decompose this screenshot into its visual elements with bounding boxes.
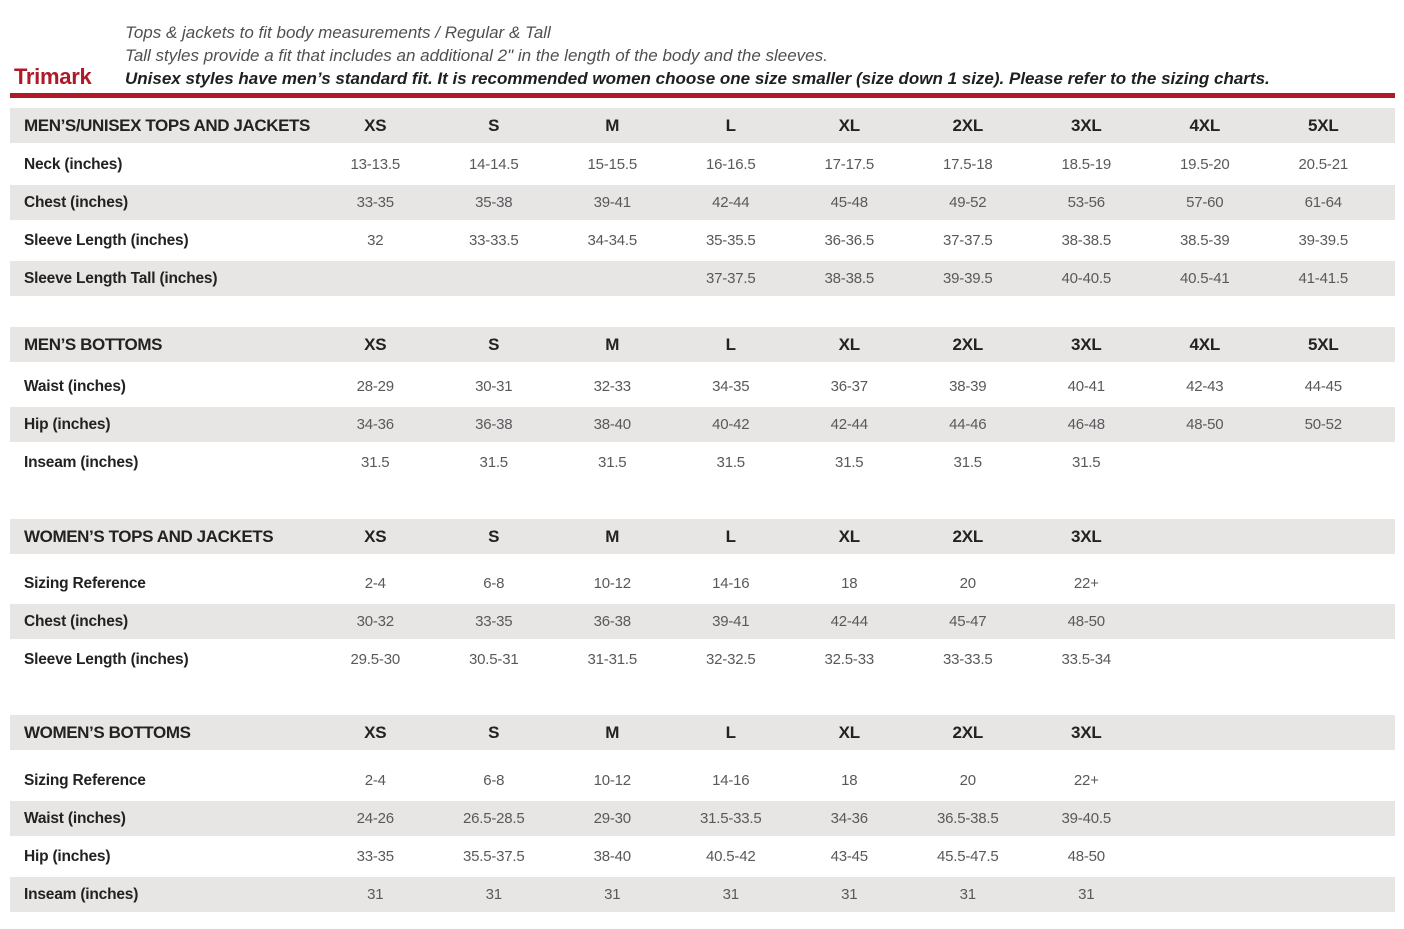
measurement-value: 34-35 <box>712 378 750 395</box>
table-row <box>10 642 1395 677</box>
measurement-value: 45-48 <box>830 194 868 211</box>
row-label: Chest (inches) <box>24 193 128 211</box>
measurement-value: 31 <box>485 886 502 903</box>
row-label: Sizing Reference <box>24 574 146 592</box>
size-column-header: M <box>605 334 620 354</box>
measurement-value: 6-8 <box>483 575 505 592</box>
size-column-header: XL <box>838 722 860 742</box>
measurement-value: 38-40 <box>593 848 631 865</box>
measurement-value: 6-8 <box>483 772 505 789</box>
size-column-header: XS <box>364 526 387 546</box>
measurement-value: 32.5-33 <box>824 651 874 668</box>
size-column-header: S <box>488 115 500 135</box>
measurement-value: 22+ <box>1073 575 1099 592</box>
measurement-value: 39-39.5 <box>1298 232 1348 249</box>
measurement-value: 61-64 <box>1304 194 1342 211</box>
size-column-header: L <box>725 115 736 135</box>
red-divider-rule <box>10 93 1395 98</box>
measurement-value: 32-32.5 <box>706 651 756 668</box>
measurement-value: 48-50 <box>1186 416 1224 433</box>
table-row <box>10 407 1395 442</box>
measurement-value: 33-33.5 <box>943 651 993 668</box>
measurement-value: 19.5-20 <box>1180 156 1230 173</box>
table-header-row <box>10 327 1395 362</box>
table-title: WOMEN’S BOTTOMS <box>24 722 191 742</box>
measurement-value: 45.5-47.5 <box>936 848 999 865</box>
table-row <box>10 839 1395 874</box>
measurement-value: 32 <box>367 232 384 249</box>
measurement-value: 38-38.5 <box>1061 232 1111 249</box>
size-column-header: M <box>605 115 620 135</box>
row-label: Inseam (inches) <box>24 885 139 903</box>
size-column-header: XS <box>364 722 387 742</box>
measurement-value: 31.5 <box>716 454 745 471</box>
measurement-value: 36-38 <box>593 613 631 630</box>
table-header-row <box>10 108 1395 143</box>
measurement-value: 34-36 <box>356 416 394 433</box>
size-column-header: L <box>725 526 736 546</box>
measurement-value: 17.5-18 <box>943 156 993 173</box>
brand-logo: Trimark <box>14 64 92 89</box>
measurement-value: 33-33.5 <box>469 232 519 249</box>
measurement-value: 43-45 <box>830 848 868 865</box>
table-row <box>10 445 1395 480</box>
measurement-value: 38-40 <box>593 416 631 433</box>
measurement-value: 42-44 <box>830 416 868 433</box>
row-label: Hip (inches) <box>24 847 111 865</box>
measurement-value: 48-50 <box>1067 613 1105 630</box>
measurement-value: 31.5 <box>1072 454 1101 471</box>
measurement-value: 49-52 <box>949 194 987 211</box>
measurement-value: 10-12 <box>593 575 631 592</box>
size-column-header: M <box>605 722 620 742</box>
size-column-header: XL <box>838 334 860 354</box>
table-womens-tops-jackets <box>10 519 1395 680</box>
measurement-value: 31.5 <box>361 454 390 471</box>
intro-line-3: Unisex styles have men’s standard fit. It is recommended women choose one size smaller (size down 1 size). Please refer to the sizing charts. <box>125 69 1270 88</box>
size-column-header: 2XL <box>952 722 984 742</box>
size-column-header: 2XL <box>952 526 984 546</box>
measurement-value: 30-32 <box>356 613 394 630</box>
row-label: Sleeve Length (inches) <box>24 650 189 668</box>
measurement-value: 33.5-34 <box>1061 651 1111 668</box>
measurement-value: 31.5 <box>598 454 627 471</box>
table-row <box>10 566 1395 601</box>
measurement-value: 22+ <box>1073 772 1099 789</box>
size-column-header: L <box>725 722 736 742</box>
measurement-value: 35.5-37.5 <box>462 848 525 865</box>
measurement-value: 40.5-42 <box>706 848 756 865</box>
size-column-header: S <box>488 526 500 546</box>
table-row <box>10 801 1395 836</box>
table-row <box>10 147 1395 182</box>
size-column-header: L <box>725 334 736 354</box>
measurement-value: 14-14.5 <box>469 156 519 173</box>
measurement-value: 36-36.5 <box>824 232 874 249</box>
table-header-row <box>10 715 1395 750</box>
measurement-value: 31 <box>367 886 384 903</box>
table-row <box>10 604 1395 639</box>
measurement-value: 36-37 <box>830 378 868 395</box>
measurement-value: 24-26 <box>356 810 394 827</box>
table-womens-bottoms <box>10 715 1395 915</box>
measurement-value: 34-36 <box>830 810 868 827</box>
measurement-value: 38-39 <box>949 378 987 395</box>
measurement-value: 31.5 <box>479 454 508 471</box>
row-label: Sleeve Length (inches) <box>24 231 189 249</box>
measurement-value: 29.5-30 <box>350 651 400 668</box>
measurement-value: 31.5 <box>835 454 864 471</box>
measurement-value: 35-38 <box>475 194 513 211</box>
measurement-value: 37-37.5 <box>943 232 993 249</box>
measurement-value: 33-35 <box>356 194 394 211</box>
measurement-value: 31 <box>1078 886 1095 903</box>
measurement-value: 20 <box>959 772 976 789</box>
measurement-value: 39-41 <box>712 613 750 630</box>
table-row <box>10 185 1395 220</box>
intro-line-2: Tall styles provide a fit that includes an additional 2" in the length of the body and the sleeves. <box>125 46 828 65</box>
size-column-header: 3XL <box>1070 115 1102 135</box>
measurement-value: 2-4 <box>364 772 386 789</box>
measurement-value: 31 <box>604 886 621 903</box>
row-label: Sizing Reference <box>24 771 146 789</box>
size-column-header: S <box>488 722 500 742</box>
table-header-row <box>10 519 1395 554</box>
measurement-value: 34-34.5 <box>587 232 637 249</box>
measurement-value: 32-33 <box>593 378 631 395</box>
table-title: WOMEN’S TOPS AND JACKETS <box>24 526 274 546</box>
table-mens-bottoms <box>10 327 1395 483</box>
table-mens-unisex-tops-jackets <box>10 108 1395 299</box>
row-label: Neck (inches) <box>24 155 123 173</box>
measurement-value: 17-17.5 <box>824 156 874 173</box>
measurement-value: 20.5-21 <box>1298 156 1348 173</box>
measurement-value: 33-35 <box>475 613 513 630</box>
measurement-value: 40-42 <box>712 416 750 433</box>
measurement-value: 39-41 <box>593 194 631 211</box>
measurement-value: 48-50 <box>1067 848 1105 865</box>
row-label: Sleeve Length Tall (inches) <box>24 269 218 287</box>
measurement-value: 16-16.5 <box>706 156 756 173</box>
table-row <box>10 369 1395 404</box>
row-label: Chest (inches) <box>24 612 128 630</box>
measurement-value: 38.5-39 <box>1180 232 1230 249</box>
measurement-value: 40-41 <box>1067 378 1105 395</box>
measurement-value: 2-4 <box>364 575 386 592</box>
measurement-value: 36-38 <box>475 416 513 433</box>
measurement-value: 40-40.5 <box>1061 270 1111 287</box>
measurement-value: 26.5-28.5 <box>462 810 525 827</box>
measurement-value: 31 <box>722 886 739 903</box>
size-column-header: 3XL <box>1070 526 1102 546</box>
measurement-value: 44-46 <box>949 416 987 433</box>
measurement-value: 50-52 <box>1304 416 1342 433</box>
measurement-value: 15-15.5 <box>587 156 637 173</box>
size-column-header: 5XL <box>1307 334 1339 354</box>
measurement-value: 37-37.5 <box>706 270 756 287</box>
measurement-value: 42-43 <box>1186 378 1224 395</box>
row-label: Waist (inches) <box>24 809 126 827</box>
size-column-header: S <box>488 334 500 354</box>
measurement-value: 46-48 <box>1067 416 1105 433</box>
measurement-value: 31.5 <box>953 454 982 471</box>
size-column-header: 5XL <box>1307 115 1339 135</box>
table-row <box>10 877 1395 912</box>
measurement-value: 31-31.5 <box>587 651 637 668</box>
measurement-value: 30.5-31 <box>469 651 519 668</box>
measurement-value: 33-35 <box>356 848 394 865</box>
measurement-value: 38-38.5 <box>824 270 874 287</box>
measurement-value: 53-56 <box>1067 194 1105 211</box>
measurement-value: 35-35.5 <box>706 232 756 249</box>
measurement-value: 18.5-19 <box>1061 156 1111 173</box>
measurement-value: 42-44 <box>830 613 868 630</box>
size-column-header: XL <box>838 526 860 546</box>
measurement-value: 45-47 <box>949 613 987 630</box>
size-column-header: 4XL <box>1189 115 1221 135</box>
size-column-header: XS <box>364 115 387 135</box>
measurement-value: 57-60 <box>1186 194 1224 211</box>
measurement-value: 41-41.5 <box>1298 270 1348 287</box>
intro-text <box>125 21 1395 90</box>
table-row <box>10 261 1395 296</box>
measurement-value: 18 <box>841 772 858 789</box>
measurement-value: 13-13.5 <box>350 156 400 173</box>
size-column-header: M <box>605 526 620 546</box>
measurement-value: 36.5-38.5 <box>936 810 999 827</box>
row-label: Inseam (inches) <box>24 453 139 471</box>
measurement-value: 10-12 <box>593 772 631 789</box>
measurement-value: 18 <box>841 575 858 592</box>
table-row <box>10 223 1395 258</box>
size-column-header: 4XL <box>1189 334 1221 354</box>
size-column-header: 2XL <box>952 115 984 135</box>
size-column-header: XL <box>838 115 860 135</box>
measurement-value: 20 <box>959 575 976 592</box>
measurement-value: 28-29 <box>356 378 394 395</box>
measurement-value: 40.5-41 <box>1180 270 1230 287</box>
measurement-value: 31 <box>841 886 858 903</box>
size-column-header: 3XL <box>1070 722 1102 742</box>
measurement-value: 39-40.5 <box>1061 810 1111 827</box>
table-title: MEN’S/UNISEX TOPS AND JACKETS <box>24 115 310 135</box>
size-column-header: XS <box>364 334 387 354</box>
table-row <box>10 763 1395 798</box>
row-label: Waist (inches) <box>24 377 126 395</box>
measurement-value: 42-44 <box>712 194 750 211</box>
measurement-value: 30-31 <box>475 378 513 395</box>
intro-line-1: Tops & jackets to fit body measurements / Regular & Tall <box>125 23 551 42</box>
measurement-value: 14-16 <box>712 575 750 592</box>
measurement-value: 29-30 <box>593 810 631 827</box>
measurement-value: 39-39.5 <box>943 270 993 287</box>
table-title: MEN’S BOTTOMS <box>24 334 163 354</box>
measurement-value: 31 <box>959 886 976 903</box>
size-column-header: 2XL <box>952 334 984 354</box>
measurement-value: 31.5-33.5 <box>699 810 762 827</box>
size-column-header: 3XL <box>1070 334 1102 354</box>
measurement-value: 44-45 <box>1304 378 1342 395</box>
row-label: Hip (inches) <box>24 415 111 433</box>
measurement-value: 14-16 <box>712 772 750 789</box>
